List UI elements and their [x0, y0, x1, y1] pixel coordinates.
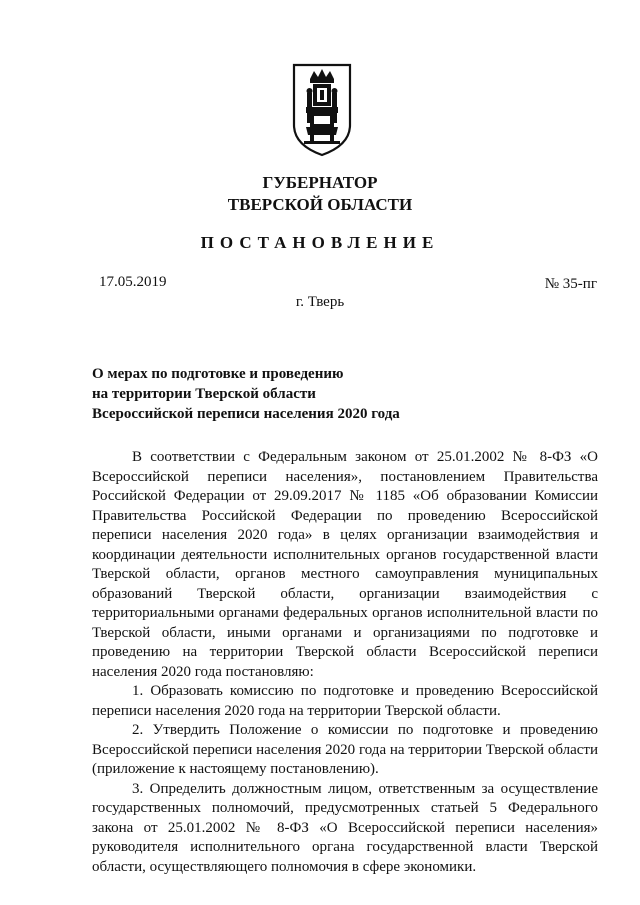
authority-title: ГУБЕРНАТОР	[262, 173, 378, 192]
document-type: ПОСТАНОВЛЕНИЕ	[200, 233, 440, 252]
subject-line: О мерах по подготовке и проведению	[92, 366, 344, 382]
clause-3: 3. Определить должностным лицом, ответственным за осуществление государственных полномочий, предусмотренных статьей 5 Федерального закона от 25.01.2002 № 8-ФЗ «О Всероссийской переписи населения» руководителя исполнительного органа государственной власти Тверской области, осуществляющего полномочия в сфере экономики.	[92, 780, 598, 875]
document-subject	[92, 364, 400, 424]
document-date: 17.05.2019	[99, 274, 167, 290]
tver-coat-of-arms-icon	[292, 63, 352, 157]
authority-region: ТВЕРСКОЙ ОБЛАСТИ	[227, 195, 413, 214]
preamble-paragraph: В соответствии с Федеральным законом от 25.01.2002 № 8-ФЗ «О Всероссийской переписи населения», постановлением Правительства Российской Федерации от 29.09.2017 № 1185 «Об образовании Комиссии Правительства Российской Федерации по проведению Всероссийской переписи населения 2020 года» в целях организации взаимодействия и координации деятельности исполнительных органов государственной власти Тверской области, органов местного самоуправления муниципальных образований Тверской области, организации взаимодействия с территориальными органами федеральных органов исполнительной власти по Тверской области, иными органами и организациями по подготовке и проведению на территории Тверской области Всероссийской переписи населения 2020 года постановляю:	[92, 449, 598, 680]
document-body	[92, 448, 598, 877]
clause-2: 2. Утвердить Положение о комиссии по подготовке и проведению Всероссийской переписи населения 2020 года на территории Тверской области (приложение к настоящему постановлению).	[92, 722, 598, 777]
subject-line: на территории Тверской области	[92, 386, 316, 402]
document-city: г. Тверь	[295, 294, 345, 310]
clause-1: 1. Образовать комиссию по подготовке и проведению Всероссийской переписи населения 2020 года на территории Тверской области.	[92, 683, 598, 719]
document-number: № 35-пг	[544, 276, 597, 292]
subject-line: Всероссийской переписи населения 2020 года	[92, 406, 400, 422]
